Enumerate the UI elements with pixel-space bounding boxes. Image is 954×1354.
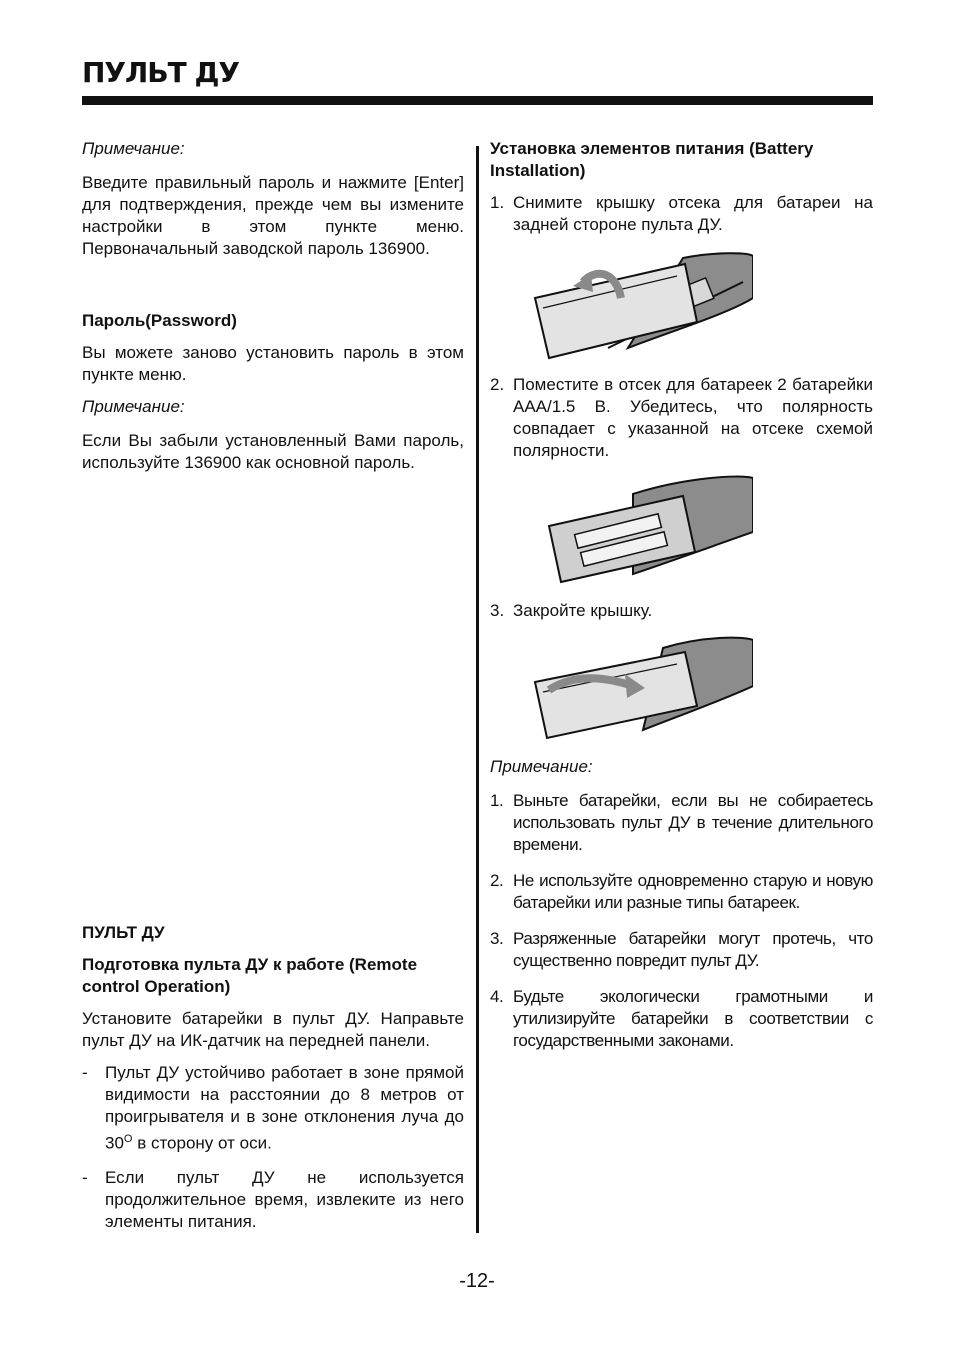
step-number: 2. <box>490 375 505 394</box>
list-item <box>490 790 873 856</box>
note-number: 4. <box>490 987 504 1006</box>
remote-close-cover-illustration <box>513 634 753 742</box>
list-item <box>82 1062 464 1155</box>
column-divider <box>476 146 479 1233</box>
list-item <box>490 986 873 1052</box>
steps-list <box>490 192 873 742</box>
title-rule <box>82 96 873 105</box>
note-item-text: Будьте экологически грамотными и утилизируйте батарейки в соответствии с государственными законами. <box>513 987 873 1050</box>
note-label: Примечание: <box>82 139 185 158</box>
step-text: Закройте крышку. <box>513 601 653 620</box>
bullet-text-tail: в сторону от оси. <box>132 1133 272 1153</box>
right-column <box>490 138 873 1066</box>
password-heading: Пароль(Password) <box>82 311 237 330</box>
list-item <box>490 600 873 742</box>
list-item <box>490 374 873 586</box>
sub-heading: Подготовка пульта ДУ к работе (Remote control Operation) <box>82 955 418 996</box>
list-item <box>490 870 873 914</box>
note-number: 1. <box>490 791 504 810</box>
bullet-text: Если пульт ДУ не используется продолжительное время, извлеките из него элементы питания. <box>105 1167 464 1231</box>
notes-list <box>490 790 873 1052</box>
list-item <box>490 192 873 360</box>
note-text: Введите правильный пароль и нажмите [Enter] для подтверждения, прежде чем вы измените настройки в этом пункте меню. Первоначальный заводской пароль 136900. <box>82 173 464 258</box>
list-item <box>490 928 873 972</box>
note-item-text: Разряженные батарейки могут протечь, что существенно повредит пульт ДУ. <box>513 929 873 970</box>
note-item-text: Не используйте одновременно старую и новую батарейки или разные типы батареек. <box>513 871 873 912</box>
step-text: Поместите в отсек для батареек 2 батарейки ААА/1.5 В. Убедитесь, что полярность совпадает с указанной на отсеке схемой полярности. <box>513 375 873 460</box>
bullet-list <box>82 1062 464 1233</box>
remote-open-cover-illustration <box>513 248 753 360</box>
note-text: Если Вы забыли установленный Вами пароль, используйте 136900 как основной пароль. <box>82 431 464 472</box>
bullet-marker: - <box>82 1167 88 1187</box>
left-column-top <box>82 138 464 484</box>
page-number: -12- <box>459 1270 495 1292</box>
page-title: ПУЛЬТ ДУ <box>82 56 239 89</box>
note-item-text: Выньте батарейки, если вы не собираетесь использовать пульт ДУ в течение длительного времени. <box>513 791 873 854</box>
step-number: 3. <box>490 601 505 620</box>
intro-text: Установите батарейки в пульт ДУ. Направьте пульт ДУ на ИК-датчик на передней панели. <box>82 1009 464 1050</box>
list-item <box>82 1167 464 1233</box>
note-label: Примечание: <box>490 757 593 776</box>
degree-superscript: О <box>123 1133 133 1145</box>
note-number: 3. <box>490 929 504 948</box>
note-number: 2. <box>490 871 504 890</box>
section-heading: ПУЛЬТ ДУ <box>82 923 165 942</box>
step-text: Снимите крышку отсека для батареи на задней стороне пульта ДУ. <box>513 193 873 234</box>
remote-batteries-inserted-illustration <box>513 474 753 586</box>
bullet-text: Пульт ДУ устойчиво работает в зоне прямой видимости на расстоянии до 8 метров от проигрывателя и в зоне отклонения луча до 30 <box>105 1063 464 1153</box>
password-text: Вы можете заново установить пароль в этом пункте меню. <box>82 343 464 384</box>
note-label: Примечание: <box>82 397 185 416</box>
battery-heading: Установка элементов питания (Battery Installation) <box>490 139 814 180</box>
left-column-bottom <box>82 922 464 1245</box>
bullet-marker: - <box>82 1063 88 1082</box>
step-number: 1. <box>490 193 505 212</box>
